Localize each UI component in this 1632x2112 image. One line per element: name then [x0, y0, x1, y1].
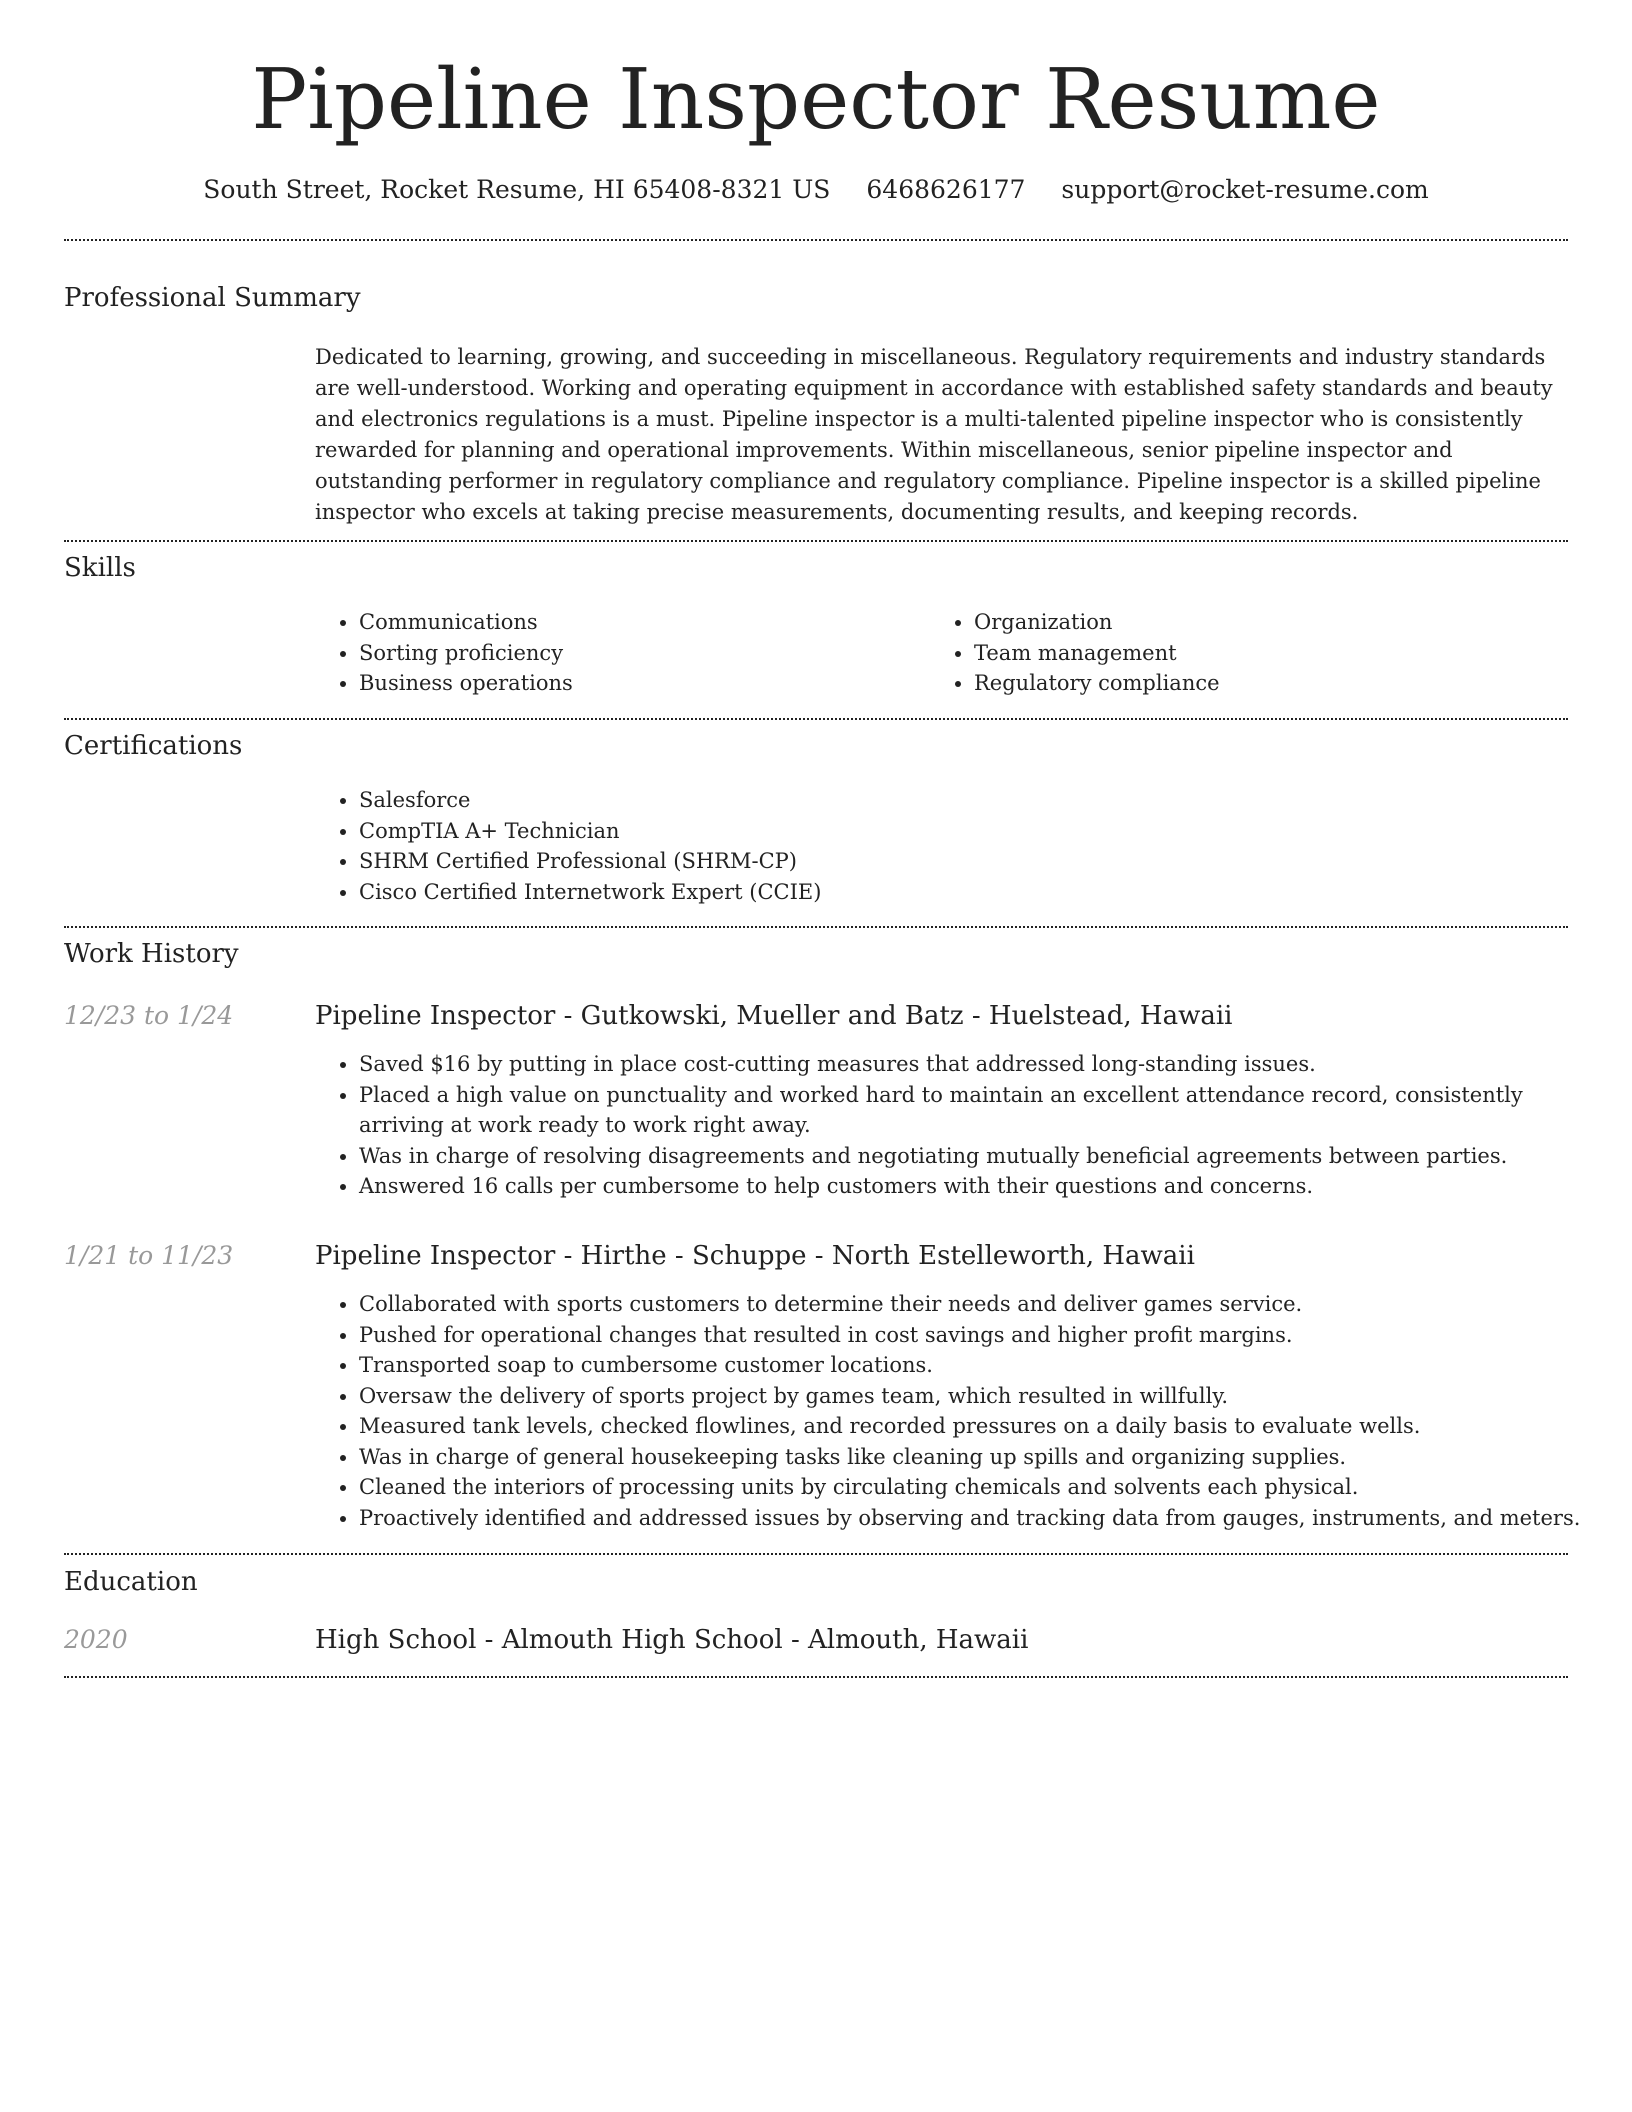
job-date: 1/21 to 11/23	[64, 1241, 234, 1270]
job-bullet: • Proactively identified and addressed issues by observing and tracking data from gauges, instruments, and meters.	[359, 1503, 1609, 1534]
job-bullet: • Was in charge of general housekeeping tasks like cleaning up spills and organizing supplies.	[359, 1442, 1609, 1473]
contact-address: South Street, Rocket Resume, HI 65408-8321 US	[203, 175, 831, 204]
job-bullet: • Transported soap to cumbersome customer locations.	[359, 1350, 1609, 1381]
skill-item: • Organization	[974, 607, 1534, 638]
summary-text: Dedicated to learning, growing, and succeeding in miscellaneous. Regulatory requirements and industry standards are well-understood. Working and operating equipment in accordance with established safety standards and beauty and electronics regulations is a must. Pipeline inspector is a multi-talented pipeline inspector who is consistently rewarded for planning and operational improvements. Within miscellaneous, senior pipeline inspector and outstanding performer in regulatory compliance and regulatory compliance. Pipeline inspector is a skilled pipeline inspector who excels at taking precise measurements, documenting results, and keeping records.	[315, 345, 1553, 524]
job-bullet: • Saved $16 by putting in place cost-cutting measures that addressed long-standing issues.	[359, 1049, 1609, 1080]
job-bullet: • Collaborated with sports customers to determine their needs and deliver games service.	[359, 1289, 1609, 1320]
divider	[64, 718, 1568, 720]
divider	[64, 1553, 1568, 1555]
divider	[64, 926, 1568, 928]
divider	[64, 540, 1568, 542]
certifications-list	[315, 785, 1559, 907]
job-date: 12/23 to 1/24	[64, 1001, 234, 1030]
job-bullet: • Pushed for operational changes that resulted in cost savings and higher profit margins.	[359, 1320, 1609, 1351]
section-title-work-history: Work History	[64, 939, 239, 969]
skill-item: • Regulatory compliance	[974, 668, 1534, 699]
contact-line	[0, 172, 1632, 208]
contact-email: support@rocket-resume.com	[1061, 175, 1429, 204]
certification-item: • CompTIA A+ Technician	[359, 816, 1559, 847]
certification-item: • Salesforce	[359, 785, 1559, 816]
job-bullet: • Cleaned the interiors of processing units by circulating chemicals and solvents each physical.	[359, 1472, 1609, 1503]
job-bullet: • Oversaw the delivery of sports project by games team, which resulted in willfully.	[359, 1381, 1609, 1412]
skill-item: • Sorting proficiency	[359, 638, 919, 669]
education-entry: High School - Almouth High School - Almouth, Hawaii	[315, 1625, 1029, 1655]
contact-phone: 6468626177	[866, 175, 1026, 204]
section-title-skills: Skills	[64, 553, 136, 583]
divider	[64, 239, 1568, 241]
job-bullets	[315, 1049, 1609, 1202]
skill-item: • Business operations	[359, 668, 919, 699]
job-bullet: • Measured tank levels, checked flowlines, and recorded pressures on a daily basis to evaluate wells.	[359, 1411, 1609, 1442]
section-title-education: Education	[64, 1567, 198, 1597]
section-title-certifications: Certifications	[64, 731, 243, 761]
skill-item: • Communications	[359, 607, 919, 638]
education-date: 2020	[64, 1625, 128, 1654]
section-title-summary: Professional Summary	[64, 283, 361, 313]
job-title: Pipeline Inspector - Hirthe - Schuppe - North Estelleworth, Hawaii	[315, 1241, 1195, 1271]
resume-title: Pipeline Inspector Resume	[251, 51, 1381, 148]
skills-list-right	[930, 607, 1534, 699]
job-bullets	[315, 1289, 1609, 1533]
job-bullet: • Was in charge of resolving disagreements and negotiating mutually beneficial agreements between parties.	[359, 1141, 1609, 1172]
job-bullet: • Placed a high value on punctuality and worked hard to maintain an excellent attendance record, consistently arriving at work ready to work right away.	[359, 1080, 1609, 1141]
skills-list-left	[315, 607, 919, 699]
certification-item: • Cisco Certified Internetwork Expert (CCIE)	[359, 877, 1559, 908]
job-bullet: • Answered 16 calls per cumbersome to help customers with their questions and concerns.	[359, 1171, 1609, 1202]
divider	[64, 1676, 1568, 1678]
job-title: Pipeline Inspector - Gutkowski, Mueller and Batz - Huelstead, Hawaii	[315, 1001, 1233, 1031]
certification-item: • SHRM Certified Professional (SHRM-CP)	[359, 846, 1559, 877]
skill-item: • Team management	[974, 638, 1534, 669]
